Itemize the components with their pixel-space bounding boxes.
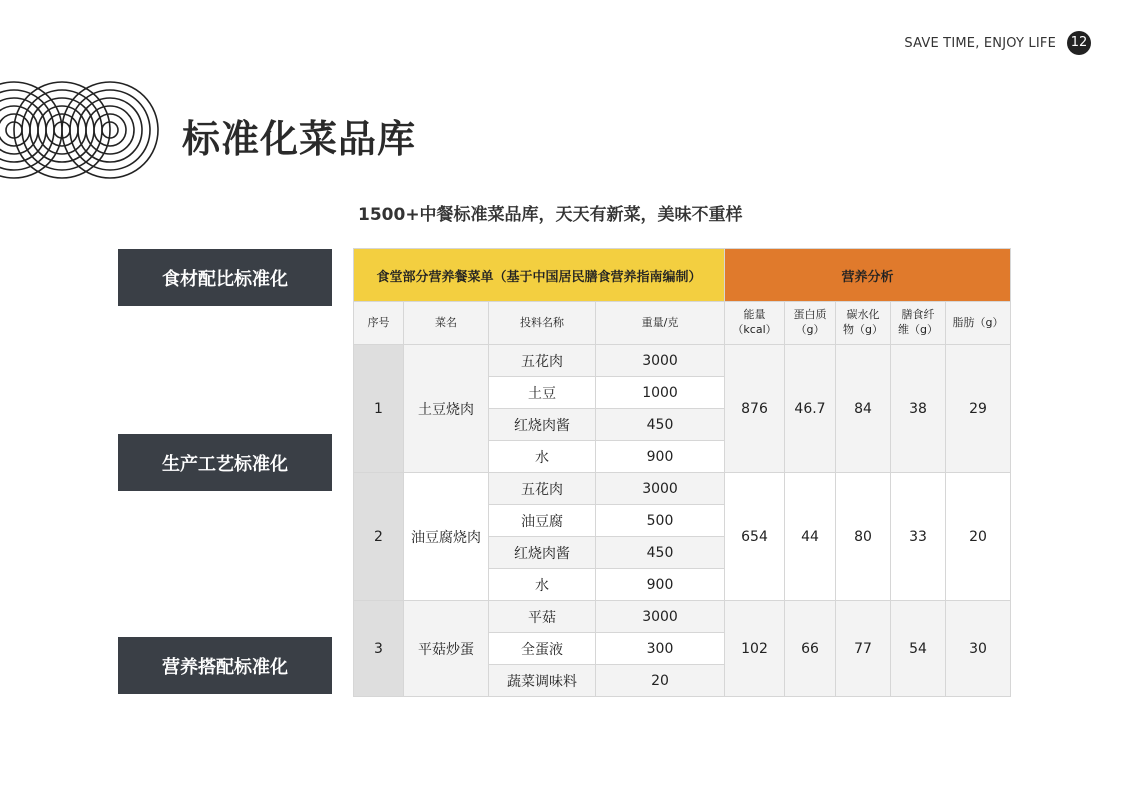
- col-header-index: 序号: [354, 302, 404, 345]
- dish-index: 2: [354, 473, 404, 601]
- ingredient-name: 红烧肉酱: [489, 409, 596, 441]
- menu-header: 食堂部分营养餐菜单（基于中国居民膳食营养指南编制）: [354, 249, 725, 302]
- ingredient-name: 蔬菜调味料: [489, 665, 596, 697]
- dish-index: 3: [354, 601, 404, 697]
- side-label-nutrition-pairing: 营养搭配标准化: [118, 637, 332, 694]
- protein-value: 46.7: [785, 345, 836, 473]
- table-row: [354, 345, 1011, 377]
- col-header-protein-line2: （g）: [795, 323, 825, 336]
- ingredient-name: 水: [489, 569, 596, 601]
- ingredient-name: 五花肉: [489, 473, 596, 505]
- ingredient-weight: 3000: [596, 473, 725, 505]
- col-header-dish: 菜名: [404, 302, 489, 345]
- col-header-carbs-line1: 碳水化: [846, 308, 880, 322]
- fat-value: 20: [946, 473, 1011, 601]
- carbs-value: 77: [836, 601, 891, 697]
- ingredient-name: 水: [489, 441, 596, 473]
- col-header-fiber-line2: 维（g）: [898, 323, 938, 336]
- ingredient-name: 全蛋液: [489, 633, 596, 665]
- fiber-value: 54: [891, 601, 946, 697]
- side-label-production-process: 生产工艺标准化: [118, 434, 332, 491]
- col-header-energy-line2: （kcal）: [732, 323, 777, 336]
- col-header-weight: 重量/克: [596, 302, 725, 345]
- col-header-energy-line1: 能量: [743, 308, 766, 322]
- col-header-ingredient: 投料名称: [489, 302, 596, 345]
- energy-value: 876: [725, 345, 785, 473]
- ingredient-name: 五花肉: [489, 345, 596, 377]
- ingredient-weight: 450: [596, 537, 725, 569]
- page-number-badge: 12: [1067, 31, 1091, 55]
- fat-value: 29: [946, 345, 1011, 473]
- carbs-value: 84: [836, 345, 891, 473]
- table-row: [354, 473, 1011, 505]
- ingredient-name: 平菇: [489, 601, 596, 633]
- protein-value: 66: [785, 601, 836, 697]
- col-header-fiber-line1: 膳食纤: [901, 308, 935, 322]
- page-subtitle: 1500+中餐标准菜品库，天天有新菜，美味不重样: [358, 205, 743, 225]
- protein-value: 44: [785, 473, 836, 601]
- col-header-carbs: [836, 302, 891, 345]
- dish-name: 平菇炒蛋: [404, 601, 489, 697]
- ingredient-weight: 500: [596, 505, 725, 537]
- tagline: SAVE TIME, ENJOY LIFE: [904, 36, 1056, 51]
- ingredient-weight: 3000: [596, 345, 725, 377]
- ingredient-name: 红烧肉酱: [489, 537, 596, 569]
- table-row: [354, 601, 1011, 633]
- nutrition-menu-table: [353, 248, 1011, 697]
- col-header-fiber: [891, 302, 946, 345]
- ingredient-name: 土豆: [489, 377, 596, 409]
- ingredient-weight: 900: [596, 441, 725, 473]
- col-header-protein-line1: 蛋白质: [793, 308, 827, 322]
- ingredient-weight: 20: [596, 665, 725, 697]
- ingredient-weight: 1000: [596, 377, 725, 409]
- ingredient-weight: 450: [596, 409, 725, 441]
- nutrition-analysis-header: 营养分析: [725, 249, 1011, 302]
- ingredient-weight: 300: [596, 633, 725, 665]
- dish-name: 油豆腐烧肉: [404, 473, 489, 601]
- ingredient-name: 油豆腐: [489, 505, 596, 537]
- energy-value: 102: [725, 601, 785, 697]
- fiber-value: 33: [891, 473, 946, 601]
- ingredient-weight: 900: [596, 569, 725, 601]
- side-label-ingredient-ratio: 食材配比标准化: [118, 249, 332, 306]
- energy-value: 654: [725, 473, 785, 601]
- fiber-value: 38: [891, 345, 946, 473]
- page-title: 标准化菜品库: [182, 117, 417, 161]
- col-header-fat: 脂肪（g）: [946, 302, 1011, 345]
- fat-value: 30: [946, 601, 1011, 697]
- ingredient-weight: 3000: [596, 601, 725, 633]
- carbs-value: 80: [836, 473, 891, 601]
- col-header-energy: [725, 302, 785, 345]
- col-header-carbs-line2: 物（g）: [843, 323, 883, 336]
- concentric-circles-logo: [0, 78, 165, 182]
- dish-index: 1: [354, 345, 404, 473]
- dish-name: 土豆烧肉: [404, 345, 489, 473]
- col-header-protein: [785, 302, 836, 345]
